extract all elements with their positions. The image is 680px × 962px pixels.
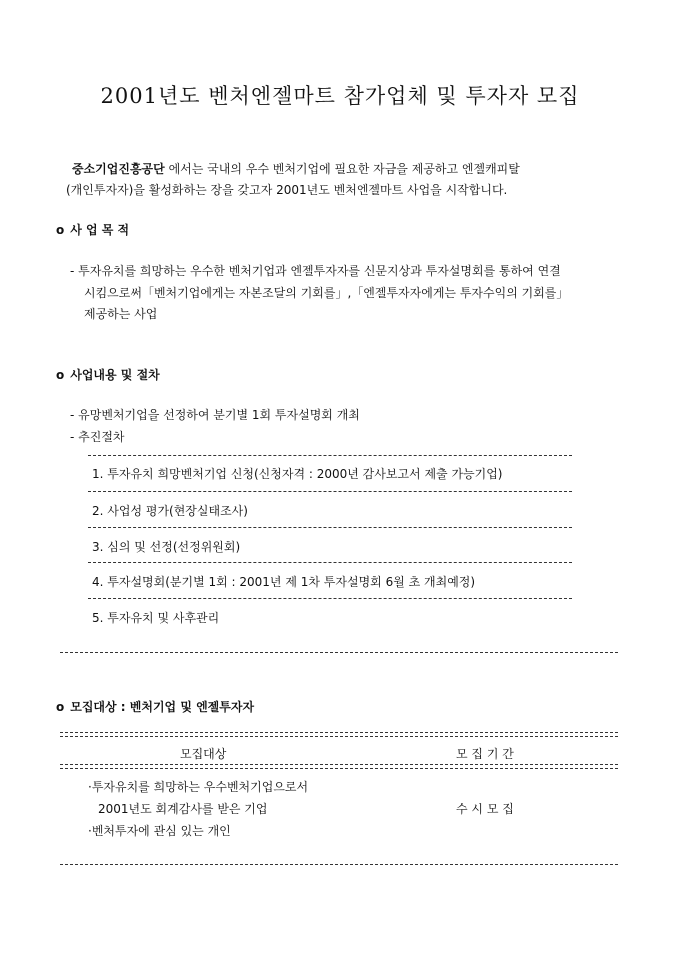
table-top-border [60,732,618,737]
procedure-step-4: 4. 투자설명회(분기별 1회 : 2001년 제 1차 투자설명회 6월 초 개최예정) [92,575,476,589]
step-divider [88,562,572,563]
section-heading-content [56,366,160,383]
procedure-step-5: 5. 투자유치 및 사후관리 [92,611,220,625]
table-header-border [60,764,618,769]
section-divider [60,652,618,653]
section-bullet-icon: o [56,700,65,714]
table-cell-period: 수 시 모 집 [456,802,514,816]
section-heading-text: 사 업 목 적 [70,223,130,237]
step-divider [88,598,572,599]
step-divider [88,455,572,456]
section-heading-text: 모집대상 : 벤처기업 및 엔젤투자자 [70,700,255,714]
intro-line-1-text: 에서는 국내의 우수 벤처기업에 필요한 자금을 제공하고 엔젤캐피탈 [164,162,520,176]
section-heading-target [56,698,254,715]
purpose-line-2: 시킴으로써「벤처기업에게는 자본조달의 기회를」,「엔젤투자자에게는 투자수익의 기회를」 [84,286,569,300]
section-heading-text: 사업내용 및 절차 [70,368,160,382]
procedure-step-2: 2. 사업성 평가(현장실태조사) [92,504,248,518]
table-bottom-border [60,864,618,865]
purpose-line-3: 제공하는 사업 [84,307,158,321]
procedure-step-1: 1. 투자유치 희망벤처기업 신청(신청자격 : 2000년 감사보고서 제출 가능기업) [92,467,503,481]
intro-line-1 [72,160,520,177]
section-bullet-icon: o [56,223,65,237]
table-row-line-2: 2001년도 회계감사를 받은 기업 [98,802,268,816]
section-heading-purpose [56,221,129,238]
section-bullet-icon: o [56,368,65,382]
step-divider [88,491,572,492]
organization-name: 중소기업진흥공단 [72,162,165,176]
intro-line-2: (개인투자자)을 활성화하는 장을 갖고자 2001년도 벤처엔젤마트 사업을 시작합니다. [66,183,508,197]
table-row-line-3: ·벤처투자에 관심 있는 개인 [88,824,231,838]
procedure-step-3: 3. 심의 및 선정(선정위원회) [92,540,241,554]
table-row-line-1: ·투자유치를 희망하는 우수벤처기업으로서 [88,780,309,794]
purpose-line-1: - 투자유치를 희망하는 우수한 벤처기업과 엔젤투자자를 신문지상과 투자설명회를 통하여 연결 [70,264,561,278]
table-header-target: 모집대상 [180,747,227,761]
content-bullet-2: - 추진절차 [70,430,125,444]
page-title: 2001년도 벤처엔젤마트 참가업체 및 투자자 모집 [100,84,580,108]
table-header-period: 모 집 기 간 [456,747,514,761]
content-bullet-1: - 유망벤처기업을 선정하여 분기별 1회 투자설명회 개최 [70,408,360,422]
step-divider [88,527,572,528]
